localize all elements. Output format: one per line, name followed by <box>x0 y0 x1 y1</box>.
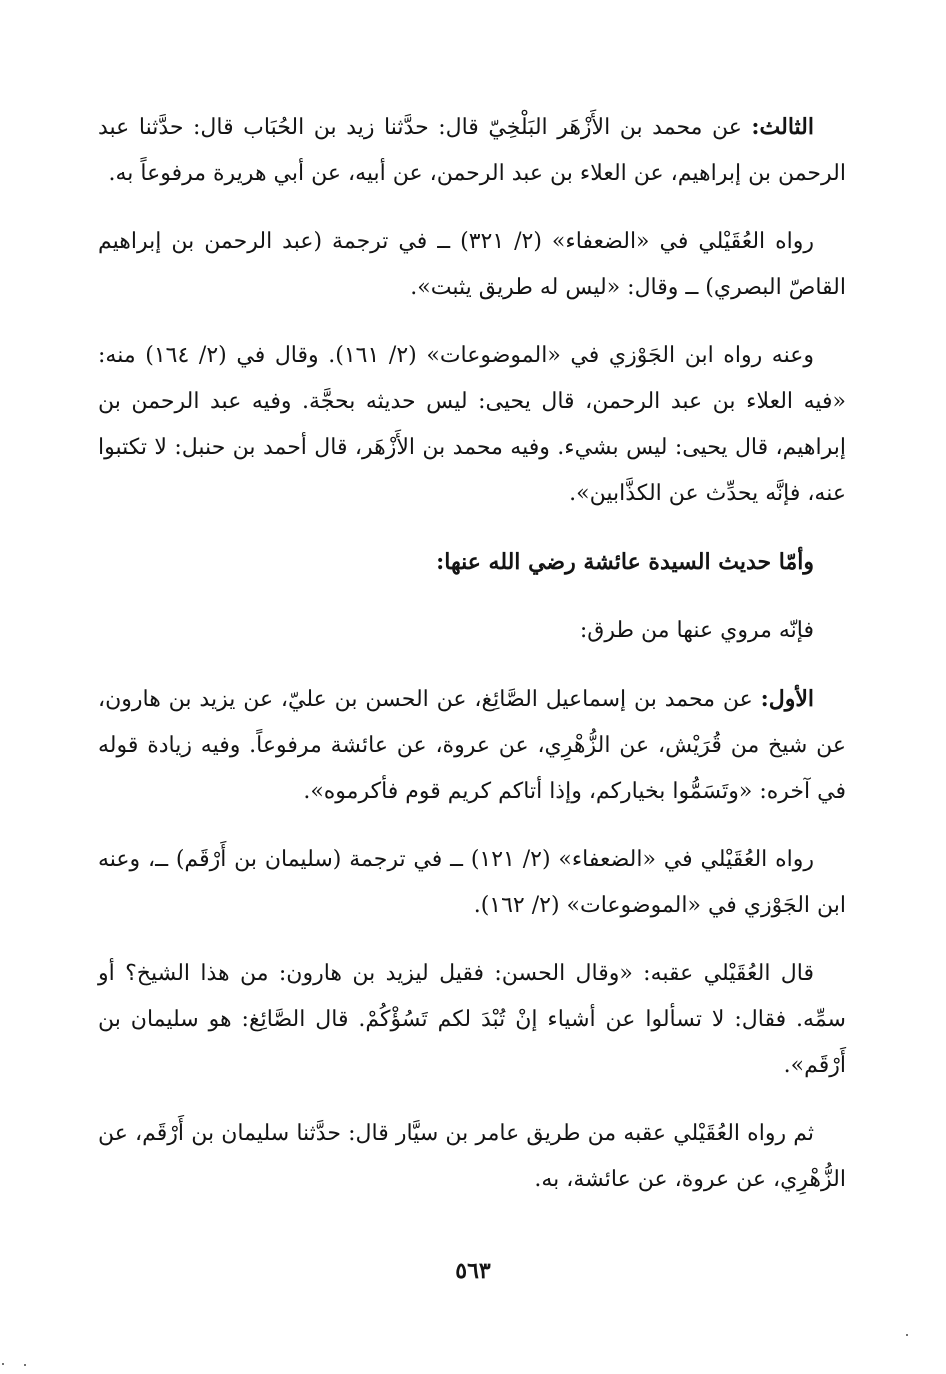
paragraph-uqayli-citation <box>98 219 846 311</box>
paragraph-first-chain <box>98 676 846 815</box>
paragraph-uqayli-comment <box>98 951 846 1089</box>
paragraph-text: وعنه رواه ابن الجَوْزي في «الموضوعات» (٢/ ١٦١). وقال في (٢/ ١٦٤) منه: «فيه العلاء بن عبد الرحمن، قال يحيى: ليس حديثه بحجَّة. وفيه عبد الرحمن بن إبراهيم، قال يحيى: ليس بشيء. وفيه محمد بن الأَزْهَر، قال أحمد بن حنبل: لا تكتبوا عنه، فإنَّه يحدِّث عن الكذَّابين». <box>98 343 846 506</box>
paragraph-ibn-jawzi-citation <box>98 333 846 517</box>
section-heading-text: وأمّا حديث السيدة عائشة رضي الله عنها: <box>436 549 814 575</box>
paragraph-third-chain <box>98 104 846 197</box>
paragraph-text: رواه العُقَيْلي في «الضعفاء» (٢/ ٣٢١) ــ في ترجمة (عبد الرحمن بن إبراهيم القاصّ البصري) ــ وقال: «ليس له طريق يثبت». <box>98 229 846 300</box>
scan-speck <box>906 1334 908 1336</box>
paragraph-routes-intro <box>98 608 846 654</box>
scan-speck <box>2 1363 4 1365</box>
paragraph-lead: الأول: <box>760 686 814 712</box>
paragraph-amir-chain <box>98 1111 846 1203</box>
paragraph-text: ثم رواه العُقَيْلي عقبه من طريق عامر بن سيَّار قال: حدَّثنا سليمان بن أَرْقَم، عن الزُّهْرِي، عن عروة، عن عائشة، به. <box>98 1121 846 1192</box>
paragraph-text: عن محمد بن الأَزْهَر البَلْخِيّ قال: حدَّثنا زيد بن الحُبَاب قال: حدَّثنا عبد الرحمن بن إبراهيم، عن العلاء بن عبد الرحمن، عن أبيه، عن أبي هريرة مرفوعاً به. <box>98 115 846 186</box>
paragraph-text: فإنّه مروي عنها من طرق: <box>579 618 814 643</box>
section-heading-aisha <box>98 539 846 586</box>
paragraph-uqayli-citation-2 <box>98 837 846 929</box>
page-body <box>98 104 846 1203</box>
paragraph-text: رواه العُقَيْلي في «الضعفاء» (٢/ ١٢١) ــ في ترجمة (سليمان بن أَرْقَم) ــ، وعنه ابن الجَوْزي في «الموضوعات» (٢/ ١٦٢). <box>98 847 846 918</box>
page-number: ٥٦٣ <box>455 1258 491 1284</box>
scan-speck <box>24 1364 26 1366</box>
paragraph-text: قال العُقَيْلي عقبه: «وقال الحسن: فقيل ليزيد بن هارون: من هذا الشيخ؟ أو سمِّه. فقال: لا تسألوا عن أشياء إنْ تُبْدَ لكم تَسُؤْكُمْ. قال الصَّائِغ: هو سليمان بن أَرْقَم». <box>98 961 846 1078</box>
paragraph-text: عن محمد بن إسماعيل الصَّائِغ، عن الحسن بن عليّ، عن يزيد بن هارون، عن شيخ من قُرَيْش، عن الزُّهْرِي، عن عروة، عن عائشة مرفوعاً. وفيه زيادة قوله في آخره: «وتَسَمُّوا بخياركم، وإذا أتاكم كريم قوم فأكرموه». <box>98 687 846 804</box>
paragraph-lead: الثالث: <box>751 114 814 140</box>
